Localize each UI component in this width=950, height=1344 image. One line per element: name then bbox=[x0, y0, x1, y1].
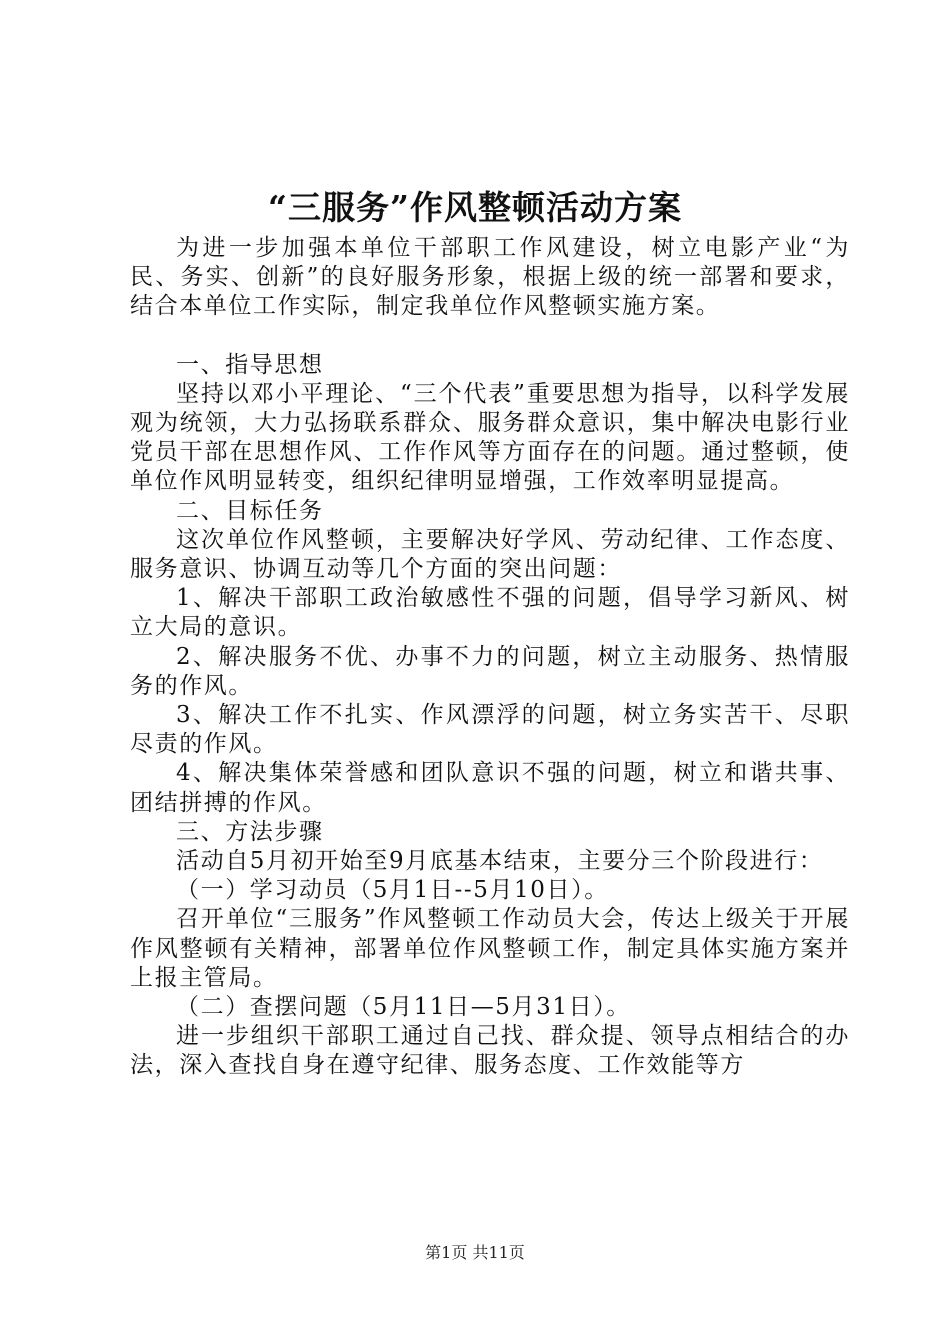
stage-1-paragraph: 召开单位“三服务”作风整顿工作动员大会，传达上级关于开展作风整顿有关精神，部署单位作风整顿工作，制定具体实施方案并上报主管局。 bbox=[130, 906, 850, 991]
stage-1-heading: （一）学习动员（5月1日--5月10日）。 bbox=[176, 877, 609, 904]
goal-item-2: 2、解决服务不优、办事不力的问题，树立主动服务、热情服务的作风。 bbox=[130, 643, 850, 699]
document-title: “三服务”作风整顿活动方案 bbox=[268, 188, 682, 227]
page-number-footer: 第1页 共11页 bbox=[425, 1243, 525, 1262]
goals-paragraph: 这次单位作风整顿，主要解决好学风、劳动纪律、工作态度、服务意识、协调互动等几个方面的突出问题： bbox=[130, 526, 850, 583]
goal-item-4: 4、解决集体荣誉感和团队意识不强的问题，树立和谐共事、团结拼搏的作风。 bbox=[130, 760, 850, 816]
guiding-thought-paragraph: 坚持以邓小平理论、“三个代表”重要思想为指导，以科学发展观为统领，大力弘扬联系群众、服务群众意识，集中解决电影行业党员干部在思想作风、工作作风等方面存在的问题。通过整顿，使单位作风明显转变，组织纪律明显增强，工作效率明显提高。 bbox=[130, 380, 850, 495]
section-heading-steps: 三、方法步骤 bbox=[176, 818, 324, 845]
intro-paragraph: 为进一步加强本单位干部职工作风建设，树立电影产业“为民、务实、创新”的良好服务形象，根据上级的统一部署和要求，结合本单位工作实际，制定我单位作风整顿实施方案。 bbox=[130, 235, 850, 320]
goal-item-1: 1、解决干部职工政治敏感性不强的问题，倡导学习新风、树立大局的意识。 bbox=[130, 585, 850, 641]
stage-2-heading: （二）查摆问题（5月11日—5月31日）。 bbox=[176, 994, 631, 1021]
section-heading-guiding-thought: 一、指导思想 bbox=[176, 351, 324, 378]
goal-item-3: 3、解决工作不扎实、作风漂浮的问题，树立务实苦干、尽职尽责的作风。 bbox=[130, 702, 850, 758]
document-body bbox=[130, 234, 850, 1081]
stage-2-paragraph: 进一步组织干部职工通过自己找、群众提、领导点相结合的办法，深入查找自身在遵守纪律、服务态度、工作效能等方 bbox=[130, 1023, 850, 1079]
steps-paragraph: 活动自5月初开始至9月底基本结束，主要分三个阶段进行： bbox=[176, 848, 824, 875]
section-heading-goals: 二、目标任务 bbox=[176, 497, 324, 524]
